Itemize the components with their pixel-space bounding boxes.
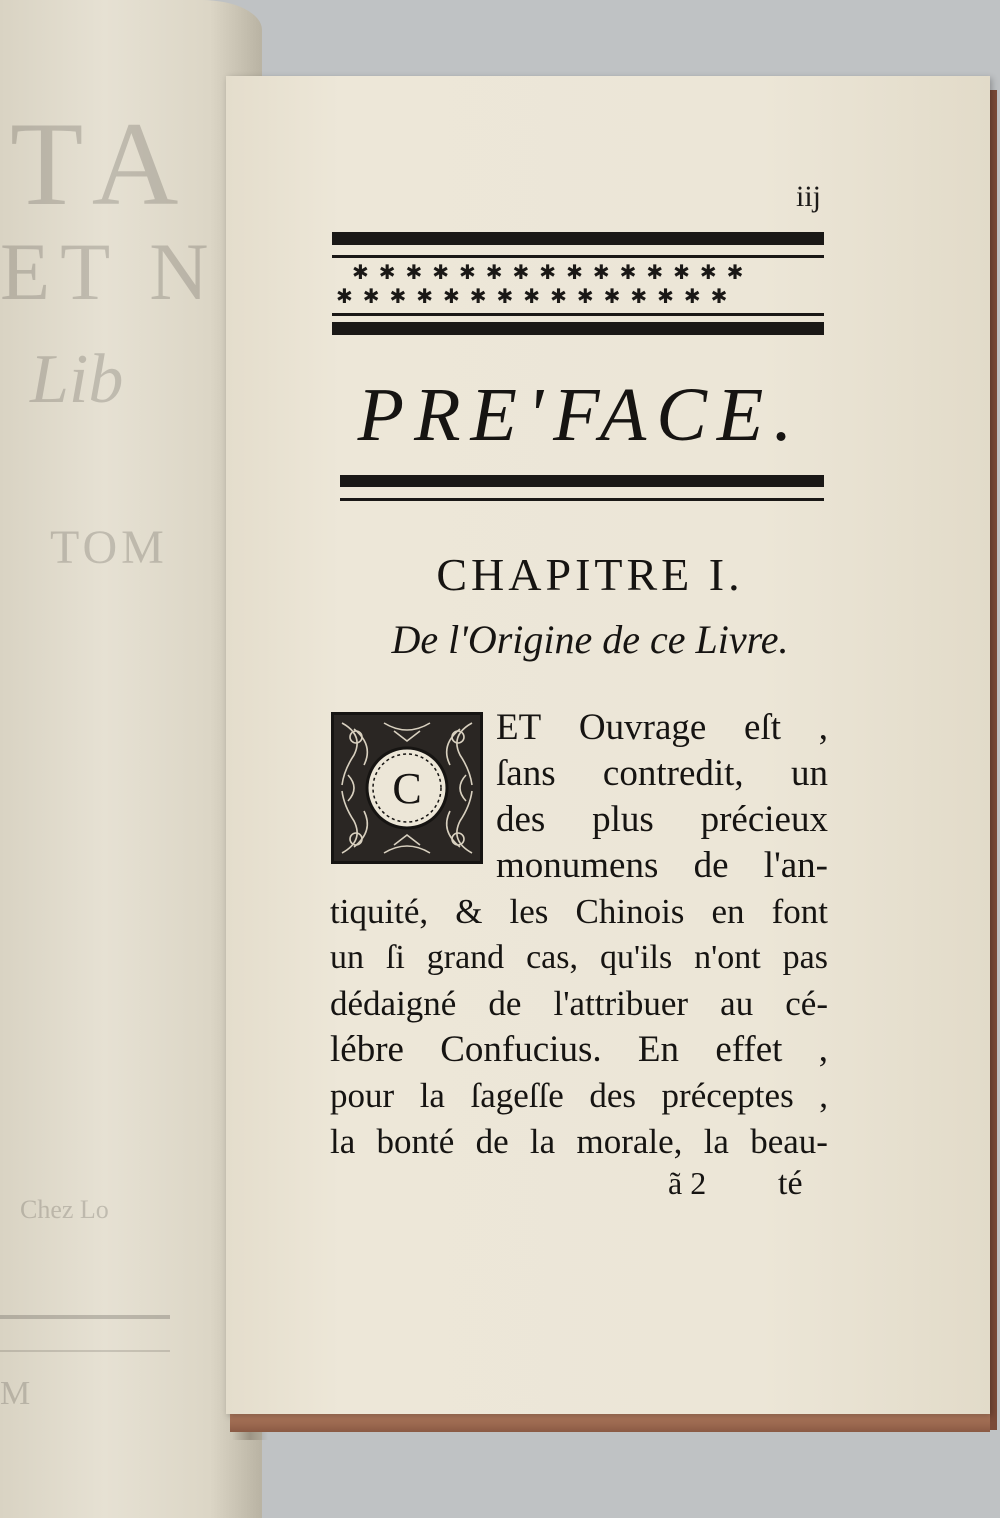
body-word: eſt [744,707,782,748]
body-word: lébre [330,1029,404,1070]
left-page-bleed-text: ET N [0,226,219,317]
body-word: un [791,753,828,794]
body-text-line [330,1076,828,1116]
body-word: en [711,892,745,931]
body-word: plus [592,799,654,840]
body-text-line [496,846,828,886]
body-word: cé- [785,984,828,1023]
body-word: de [488,984,522,1023]
body-word: Ouvrage [578,707,707,748]
left-page-bleed-text: M [0,1375,31,1412]
title-rule-thick [340,475,824,487]
body-word: des [589,1076,636,1115]
body-word: ET [496,707,542,748]
body-word: monumens [496,845,659,886]
ornament-rule [332,313,824,316]
body-word: ſi [385,939,405,976]
decorated-initial [331,712,483,864]
body-text-line [496,708,828,748]
body-word: n'ont [694,939,761,976]
page-title: PRE'FACE. [357,373,803,457]
body-word: Confucius. [440,1029,602,1070]
body-text-line [330,892,828,932]
signature-mark: ã 2 [668,1165,707,1201]
body-text-line [496,800,828,840]
left-page-rule [0,1350,170,1352]
body-word: bonté [376,1122,455,1161]
body-word: beau- [750,1122,828,1161]
book-bottom-edge [230,1414,990,1432]
left-page-bleed-text: Lib [30,341,124,418]
page-number: iij [796,180,822,213]
ornament-band-top [332,232,824,245]
initial-letter: C [392,763,422,813]
body-text-line [330,1122,828,1162]
body-word: la [330,1122,356,1161]
left-page-rule [0,1315,170,1319]
body-word: dédaigné [330,984,457,1023]
body-word: l'attribuer [553,984,689,1023]
body-word: de [693,845,729,886]
body-word: ſageſſe [470,1076,564,1115]
left-page-bleed-text: TA [10,97,197,230]
title-rule-thin [340,498,824,501]
chapter-subtitle: De l'Origine de ce Livre. [391,617,789,662]
body-text-line [330,1030,828,1070]
body-word: , [818,707,828,748]
body-word: ſans [496,753,556,794]
body-word: de [475,1122,509,1161]
body-text-line [330,984,828,1024]
body-word: Chinois [575,892,685,931]
body-word: & [455,892,483,931]
catchword: té [778,1165,803,1202]
body-word: effet [715,1029,783,1070]
body-word: des [496,799,546,840]
body-text-line [330,938,828,978]
ornament-rule [332,255,824,258]
body-text-line [496,754,828,794]
body-word: grand [426,939,505,976]
body-word: , [819,1076,828,1115]
body-word: la [703,1122,729,1161]
left-page-bleed-text: Chez Lo [20,1195,109,1224]
body-word: un [330,939,364,976]
ornament-band-bottom [332,322,824,335]
body-word: qu'ils [599,939,673,976]
ornament-stars-row: ✱✱✱✱✱✱✱✱✱✱✱✱✱✱✱ [336,286,738,306]
body-word: la [419,1076,445,1115]
body-word: , [818,1029,828,1070]
body-word: font [771,892,828,931]
body-word: au [720,984,754,1023]
body-word: contredit, [602,753,744,794]
body-word: tiquité, [330,892,429,931]
body-word: la [529,1122,556,1161]
ornament-stars-row: ✱✱✱✱✱✱✱✱✱✱✱✱✱✱✱ [352,262,754,282]
body-word: cas, [526,939,579,976]
body-word: précieux [700,799,828,840]
left-page [0,0,262,1518]
body-word: pour [330,1076,395,1115]
left-page-bleed-text: TOM [50,521,168,574]
body-word: l'an- [763,845,828,886]
body-word: les [509,892,549,931]
chapter-heading: CHAPITRE I. [436,549,744,600]
body-word: morale, [576,1122,683,1161]
body-word: préceptes [661,1076,794,1115]
body-word: En [637,1029,680,1070]
body-word: pas [782,939,828,976]
